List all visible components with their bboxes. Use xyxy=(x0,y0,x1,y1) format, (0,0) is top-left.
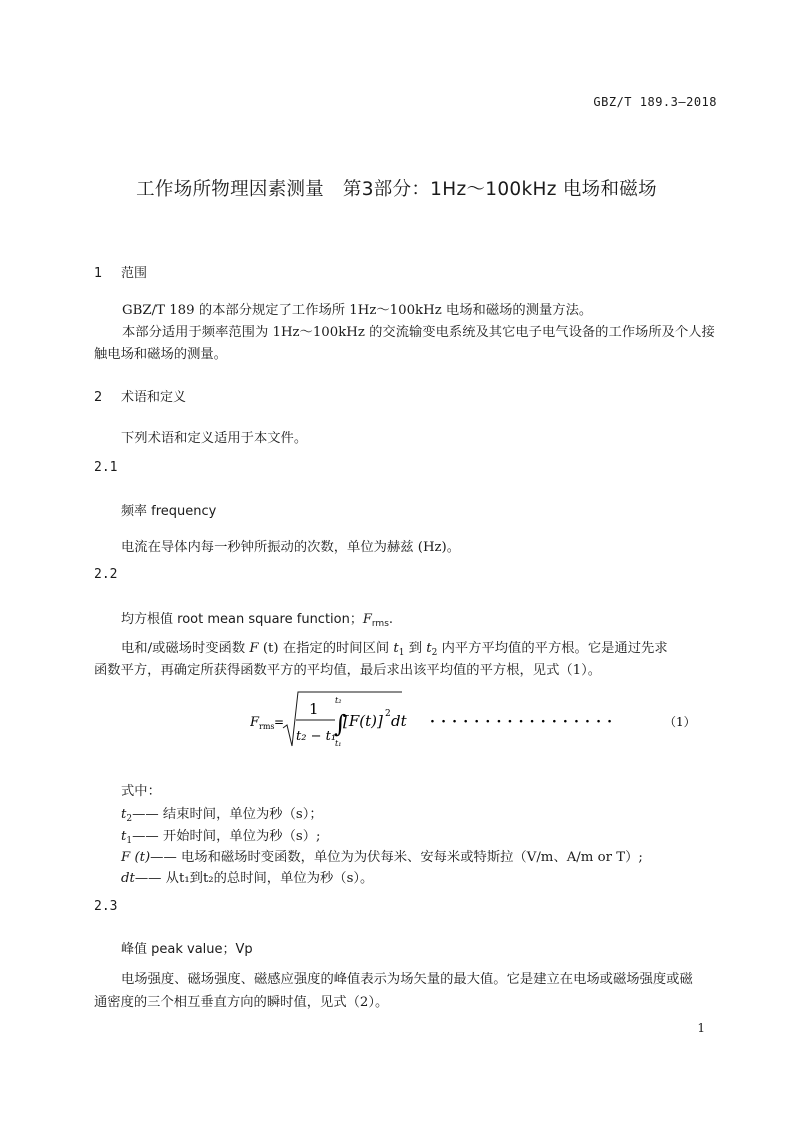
symbol: F xyxy=(249,641,259,656)
section-1-paragraph-2 xyxy=(94,322,718,366)
term-suffix: . xyxy=(388,612,394,627)
legend-intro: 式中： xyxy=(121,784,161,799)
eq-lhs-subscript: rms xyxy=(259,722,275,731)
symbol: t xyxy=(426,641,432,656)
page-number: 1 xyxy=(697,1021,705,1035)
section-1-paragraph-1 xyxy=(94,300,718,322)
section-2-intro: 下列术语和定义适用于本文件。 xyxy=(121,431,308,446)
legend-symbol: t xyxy=(121,829,127,844)
clause-number: 2.3 xyxy=(94,899,118,914)
definition-peak-line-1: 电场强度、磁场强度、磁感应强度的峰值表示为场矢量的最大值。它是建立在电场或磁场强度或磁 xyxy=(121,972,693,987)
paragraph-text: 本部分适用于频率范围为 1Hz～100kHz 的交流输变电系统及其它电子电气设备的工作场所及个人接触电场和磁场的测量。 xyxy=(94,325,715,362)
subscript: 2 xyxy=(431,648,438,658)
legend-subscript: 1 xyxy=(126,836,133,846)
symbol: t xyxy=(393,641,399,656)
document-title: 工作场所物理因素测量 第3部分：1Hz～100kHz 电场和磁场 xyxy=(136,179,657,200)
eq-numerator: 1 xyxy=(309,700,319,718)
legend-item xyxy=(121,803,323,824)
legend-item xyxy=(121,825,320,846)
term-symbol: F xyxy=(362,612,372,627)
text: 内平方平均值的平方根。它是通过先求 xyxy=(441,641,668,656)
clause-number: 2.2 xyxy=(94,567,118,582)
eq-power: 2 xyxy=(385,709,391,719)
section-title: 范围 xyxy=(121,266,148,281)
eq-integrand: [F(t)] xyxy=(343,712,383,730)
eq-denominator: t₂ − t₁ xyxy=(296,729,337,744)
term-rms xyxy=(121,608,393,629)
term-peak-value: 峰值 peak value；Vp xyxy=(121,942,253,957)
section-title: 术语和定义 xyxy=(121,390,187,405)
subscript: 1 xyxy=(398,648,405,658)
definition-rms-line-2: 函数平方，再确定所获得函数平方的平均值，最后求出该平均值的平方根，见式（1）。 xyxy=(94,663,602,678)
legend-text: —— 从t₁到t₂的总时间，单位为秒（s）。 xyxy=(134,871,374,886)
symbol: (t) xyxy=(262,641,279,656)
section-1-heading xyxy=(94,262,147,281)
eq-leader-dots: ················· xyxy=(430,714,619,730)
section-2-heading xyxy=(94,386,186,405)
legend-symbol: F (t) xyxy=(121,850,151,865)
term-symbol-subscript: rms xyxy=(371,619,389,629)
legend-text: —— 结束时间，单位为秒（s）； xyxy=(132,807,323,822)
section-number: 2 xyxy=(94,390,103,405)
clause-number: 2.1 xyxy=(94,460,118,475)
definition-rms-line-1 xyxy=(121,637,668,658)
eq-lower-limit: t₁ xyxy=(335,739,342,748)
definition-frequency: 电流在导体内每一秒钟所振动的次数，单位为赫兹 (Hz)。 xyxy=(121,540,461,555)
legend-item xyxy=(121,867,373,886)
legend-symbol: dt xyxy=(121,871,135,886)
text: 到 xyxy=(408,641,423,656)
section-number: 1 xyxy=(94,266,103,281)
eq-upper-limit: t₂ xyxy=(335,696,342,705)
paragraph-text: GBZ/T 189 的本部分规定了工作场所 1Hz～100kHz 电场和磁场的测量方法。 xyxy=(122,303,593,318)
term-frequency: 频率 frequency xyxy=(121,504,217,519)
legend-symbol: t xyxy=(121,807,127,822)
text: 电和/或磁场时变函数 xyxy=(121,641,246,656)
legend-item xyxy=(121,846,643,865)
text: 在指定的时间区间 xyxy=(282,641,390,656)
term-text: 均方根值 root mean square function； xyxy=(121,612,363,627)
document-number: GBZ/T 189.3—2018 xyxy=(593,95,717,109)
legend-subscript: 2 xyxy=(126,814,133,824)
integral-sign: ∫ xyxy=(334,710,347,738)
eq-label: （1） xyxy=(664,715,696,729)
legend-text: —— 开始时间，单位为秒（s）; xyxy=(132,829,321,844)
definition-peak-line-2: 通密度的三个相互垂直方向的瞬时值，见式（2）。 xyxy=(94,995,389,1010)
eq-dt: dt xyxy=(391,712,407,730)
equation-1 xyxy=(250,690,710,750)
legend-text: —— 电场和磁场时变函数，单位为为伏每米、安每米或特斯拉（V/m、A/m or T）; xyxy=(150,850,643,865)
eq-equals: = xyxy=(274,715,285,729)
eq-lhs: F xyxy=(250,715,260,730)
